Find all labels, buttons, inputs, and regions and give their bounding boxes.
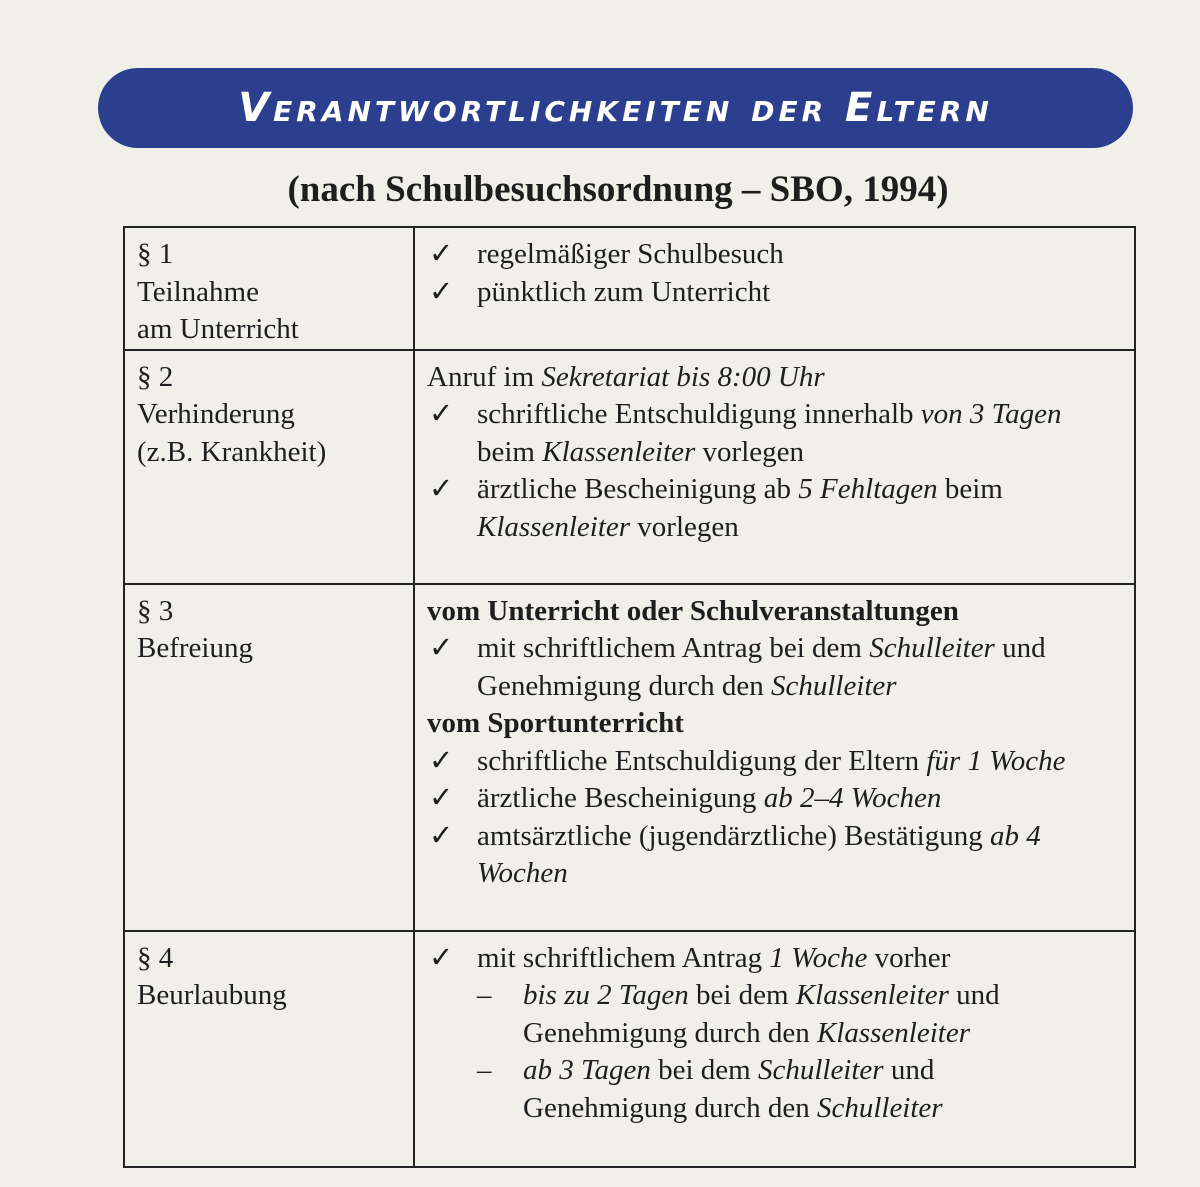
- section-cell: [124, 931, 414, 1167]
- section-title-line: am Unterricht: [137, 313, 299, 345]
- check-item: ✓ schriftliche Entschuldigung der Eltern für 1 Woche: [427, 743, 1122, 781]
- title-banner: [98, 68, 1133, 148]
- table-row: [124, 227, 1135, 350]
- subtitle: (nach Schulbesuchsordnung – SBO, 1994): [287, 169, 949, 210]
- section-title-line: Verhinderung: [137, 398, 295, 430]
- dash-icon: –: [477, 979, 492, 1011]
- check-item: ✓ ärztliche Bescheinigung ab 5 Fehltagen beim Klassenleiter vorlegen: [429, 473, 1003, 543]
- section-title-line: Teilnahme: [137, 275, 259, 308]
- checkmark-icon: ✓: [429, 275, 454, 308]
- section-title-line: Befreiung: [137, 632, 253, 664]
- checkmark-icon: ✓: [429, 782, 454, 814]
- checkmark-icon: ✓: [429, 632, 454, 664]
- check-item: ✓ mit schriftlichem Antrag 1 Woche vorher: [427, 940, 1122, 978]
- section-title-line: Beurlaubung: [137, 979, 287, 1011]
- section-number: § 4: [137, 941, 174, 974]
- checkmark-icon: ✓: [429, 398, 454, 430]
- checkmark-icon: ✓: [429, 819, 454, 852]
- content-cell: [414, 584, 1135, 931]
- checkmark-icon: ✓: [429, 744, 454, 777]
- checkmark-icon: ✓: [429, 941, 454, 974]
- dash-item: – ab 3 Tagen bei dem Schulleiter und Genehmigung durch den Schulleiter: [477, 1054, 943, 1124]
- dash-icon: –: [477, 1054, 492, 1086]
- section-cell: [124, 227, 414, 350]
- dash-item: – bis zu 2 Tagen bei dem Klassenleiter und Genehmigung durch den Klassenleiter: [477, 979, 1000, 1049]
- checkmark-icon: ✓: [429, 238, 454, 270]
- responsibilities-table: [123, 226, 1136, 1168]
- content-cell: [414, 227, 1135, 350]
- section-number: § 1: [137, 238, 174, 270]
- section-cell: [124, 584, 414, 931]
- checkmark-icon: ✓: [429, 473, 454, 505]
- intro-line: Anruf im Sekretariat bis 8:00 Uhr: [427, 360, 825, 393]
- subheading: vom Sportunterricht: [427, 707, 684, 739]
- check-item: ✓ regelmäßiger Schulbesuch: [427, 236, 1122, 274]
- check-item: ✓ schriftliche Entschuldigung innerhalb von 3 Tagen beim Klassenleiter vorlegen: [429, 398, 1062, 468]
- table-row: [124, 350, 1135, 584]
- section-number: § 2: [137, 360, 174, 393]
- check-item: ✓ pünktlich zum Unterricht: [427, 274, 1122, 312]
- content-cell: [414, 350, 1135, 584]
- banner-title: Verantwortlichkeiten der Eltern: [238, 85, 993, 131]
- table-row: [124, 584, 1135, 931]
- subheading: vom Unterricht oder Schulveranstaltungen: [427, 594, 959, 627]
- check-item: ✓ mit schriftlichem Antrag bei dem Schulleiter und Genehmigung durch den Schulleiter: [429, 632, 1046, 702]
- section-title-line: (z.B. Krankheit): [137, 435, 327, 468]
- table-row: [124, 931, 1135, 1167]
- content-cell: [414, 931, 1135, 1167]
- section-cell: [124, 350, 414, 584]
- check-item: ✓ ärztliche Bescheinigung ab 2–4 Wochen: [427, 780, 1122, 818]
- section-number: § 3: [137, 594, 174, 627]
- check-item: ✓ amtsärztliche (jugendärztliche) Bestätigung ab 4 Wochen: [429, 819, 1041, 889]
